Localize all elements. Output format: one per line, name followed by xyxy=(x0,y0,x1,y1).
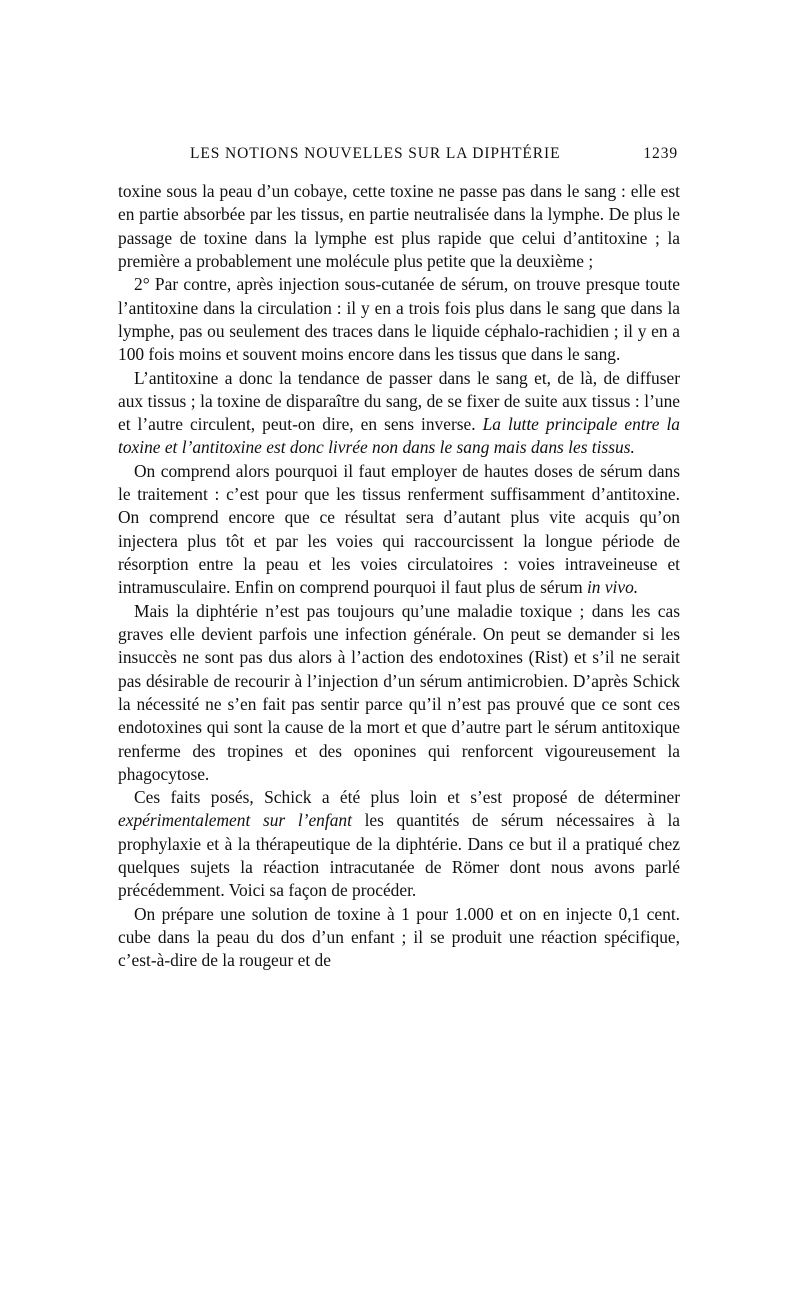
running-title: LES NOTIONS NOUVELLES SUR LA DIPHTÉRIE xyxy=(190,145,561,162)
paragraph-text: 2° Par contre, après injection sous-cutanée de sérum, on trouve presque toute l’antitoxine dans la circulation : il y en a trois fois plus dans le sang que dans la lymphe, pas ou seulement des traces dans le liquide céphalo-rachidien ; il y en a 100 fois moins et souvent moins encore dans les tissus que dans le sang. xyxy=(118,274,680,365)
paragraph-antitoxin-diffusion xyxy=(118,367,680,460)
paragraph-text-continued: les quantités de sérum nécessaires à la prophylaxie et à la thérapeutique de la diphtérie. Dans ce but il a pratiqué chez quelques sujets la réaction intracutanée de Römer dont nous avons parlé précédemment. Voici sa façon de procéder. xyxy=(118,810,680,901)
italic-experimental: expérimentalement sur l’enfant xyxy=(118,810,352,831)
paragraph-text: toxine sous la peau d’un cobaye, cette toxine ne passe pas dans le sang : elle est en partie absorbée par les tissus, en partie neutralisée dans la lymphe. De plus le passage de toxine dans la lymphe est plus rapide que celui d’antitoxine ; la première a probablement une molécule plus petite que la deuxième ; xyxy=(118,181,680,271)
paragraph-schick-experiment xyxy=(118,786,680,903)
body-text xyxy=(118,180,680,973)
paragraph-point-2 xyxy=(118,273,680,366)
italic-in-vivo: in vivo. xyxy=(586,577,639,598)
page-number: 1239 xyxy=(643,145,678,162)
paragraph-text: On comprend alors pourquoi il faut employer de hautes doses de sérum dans le traitement : c’est pour que les tissus renferment suffisamment d’antitoxine. On comprend encore que ce résultat sera d’autant plus vite acquis qu’on injectera plus tôt et par les voies qui raccourcissent la longue période de résorption entre la peau et les voies circulatoires : voies intraveineuse et intramusculaire. Enfin on comprend pourquoi il faut plus de sérum xyxy=(118,460,680,598)
italic-emphasis: La lutte principale entre la toxine et l’antitoxine est donc livrée non dans le sang mais dans les tissus. xyxy=(118,414,681,458)
paragraph-text: On prépare une solution de toxine à 1 pour 1.000 et on en injecte 0,1 cent. cube dans la peau du dos d’un enfant ; il se produit une réaction spécifique, c’est-à-dire de la rougeur et de xyxy=(118,903,680,971)
paragraph-high-doses xyxy=(118,460,680,600)
paragraph-procedure xyxy=(118,903,680,973)
paragraph-toxin-continuation xyxy=(118,180,680,273)
paragraph-endotoxins xyxy=(118,600,680,787)
paragraph-text: Mais la diphtérie n’est pas toujours qu’une maladie toxique ; dans les cas graves elle devient parfois une infection générale. On peut se demander si les insuccès ne sont pas dus alors à l’action des endotoxines (Rist) et s’il ne serait pas désirable de recourir à l’injection d’un sérum antimicrobien. D’après Schick la nécessité ne s’en fait pas sentir parce qu’il n’est pas prouvé que ce sont ces endotoxines qui sont la cause de la mort et que d’autre part le sérum antitoxique renferme des tropines et des oponines qui renforcent vigoureusement la phagocytose. xyxy=(118,600,680,784)
paragraph-text: L’antitoxine a donc la tendance de passer dans le sang et, de là, de diffuser aux tissus ; la toxine de disparaître du sang, de se fixer de suite aux tissus : l’une et l’autre circulent, peut-on dire, en sens inverse. xyxy=(118,367,680,435)
running-header xyxy=(118,145,678,167)
paragraph-text: Ces faits posés, Schick a été plus loin et s’est proposé de déterminer xyxy=(134,787,680,808)
